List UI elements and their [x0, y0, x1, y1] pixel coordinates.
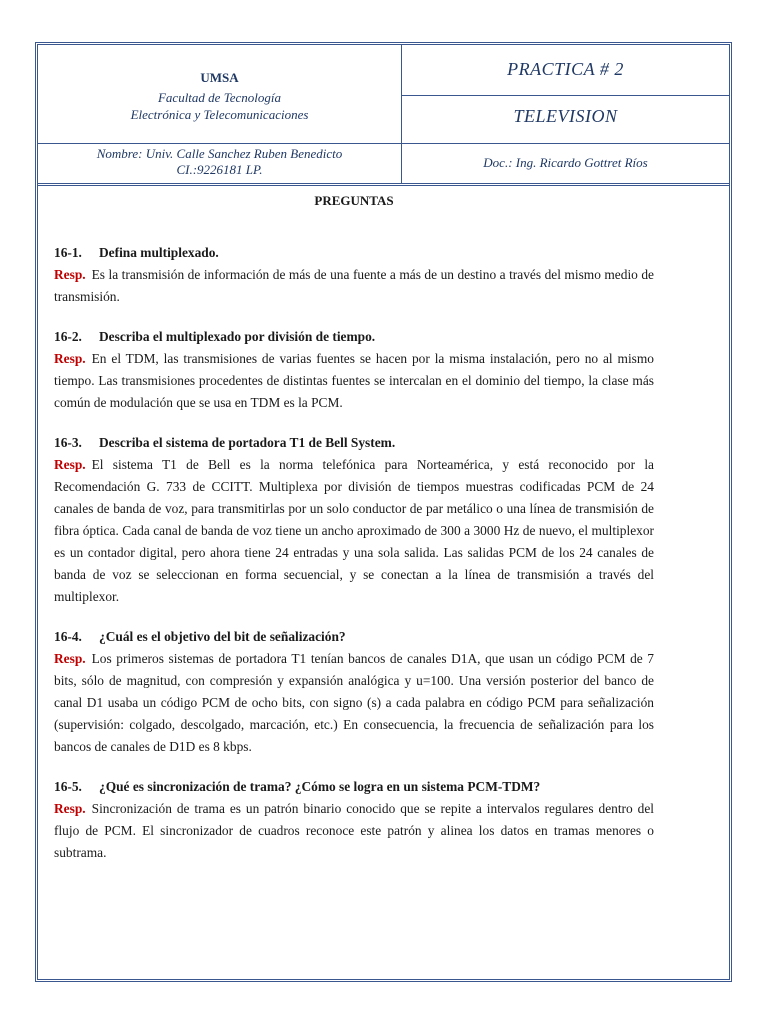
question-text: Describa el multiplexado por división de tiempo. [99, 329, 376, 344]
question-text: ¿Cuál es el objetivo del bit de señalización? [99, 629, 346, 644]
answer-paragraph [54, 798, 654, 864]
answer-paragraph [54, 348, 654, 414]
student-name: Nombre: Univ. Calle Sanchez Ruben Benedicto [96, 146, 343, 161]
institution-name: UMSA [200, 70, 239, 85]
resp-label: Resp. [54, 651, 86, 666]
question-heading [54, 776, 654, 798]
question-number: 16-3. [54, 435, 82, 450]
resp-label: Resp. [54, 351, 86, 366]
faculty-line2: Electrónica y Telecomunicaciones [130, 107, 309, 122]
question-text: Defina multiplexado. [99, 245, 219, 260]
question-heading [54, 242, 654, 264]
answer-text: Es la transmisión de información de más de una fuente a más de un destino a través del mismo medio de transmisión. [54, 267, 654, 304]
student-info [38, 146, 401, 178]
answer-paragraph [54, 264, 654, 308]
header-row-names [38, 143, 729, 184]
header-table [38, 45, 729, 186]
student-ci: CI.:9226181 LP. [176, 162, 263, 177]
teacher-cell [401, 144, 729, 184]
question-text: ¿Qué es sincronización de trama? ¿Cómo se logra en un sistema PCM-TDM? [99, 779, 541, 794]
question-number: 16-2. [54, 329, 82, 344]
question-number: 16-4. [54, 629, 82, 644]
document-body [54, 190, 654, 882]
resp-label: Resp. [54, 267, 86, 282]
header-institution-cell [38, 45, 401, 143]
teacher-name: Doc.: Ing. Ricardo Gottret Ríos [483, 155, 648, 170]
header-practica-cell [401, 45, 729, 96]
section-title: PREGUNTAS [314, 193, 394, 208]
answer-text: El sistema T1 de Bell es la norma telefónica para Norteamérica, y está reconocido por la Recomendación G. 733 de CCITT. Multiplexa por división de tiempos muestras codificadas PCM de 24 canales de banda de voz, para transmitirlas por un solo conductor de par metálico o una línea de transmisión de fibra óptica. Cada canal de banda de voz tiene un ancho aproximado de 300 a 3000 Hz de nuevo, el multiplexor es un contador digital, pero ahora tiene 24 entradas y una sola salida. Las salidas PCM de los 24 canales de banda de voz se seleccionan en forma secuencial, y se conectan a la línea de transmisión a través del multiplexor. [54, 457, 654, 604]
student-cell [38, 144, 401, 184]
question-number: 16-1. [54, 245, 82, 260]
questions-list [54, 242, 654, 864]
header-subject-cell [401, 96, 729, 143]
practica-number: PRACTICA # 2 [507, 59, 624, 79]
question-text: Describa el sistema de portadora T1 de Bell System. [99, 435, 396, 450]
answer-text: Los primeros sistemas de portadora T1 tenían bancos de canales D1A, que usan un código PCM de 7 bits, sólo de magnitud, con compresión y expansión analógica y u=100. Una versión posterior del banco de canal D1 usaba un código PCM de ocho bits, con signo (s) a cada palabra en código PCM para señalización (supervisión: colgado, descolgado, marcación, etc.) En consecuencia, la frecuencia de señalización para los bancos de canales de D1D es 8 kbps. [54, 651, 654, 754]
faculty-line1: Facultad de Tecnología [157, 90, 281, 105]
question-heading [54, 626, 654, 648]
question-heading [54, 432, 654, 454]
answer-paragraph [54, 454, 654, 608]
answer-text: En el TDM, las transmisiones de varias fuentes se hacen por la misma instalación, pero no al mismo tiempo. Las transmisiones procedentes de distintas fuentes se intercalan en el dominio del tiempo, la clase más común de modulación que se usa en TDM es la PCM. [54, 351, 654, 410]
faculty-block [38, 89, 401, 123]
answer-paragraph [54, 648, 654, 758]
question-number: 16-5. [54, 779, 82, 794]
resp-label: Resp. [54, 457, 86, 472]
subject-title: TELEVISION [513, 106, 618, 126]
resp-label: Resp. [54, 801, 86, 816]
answer-text: Sincronización de trama es un patrón binario conocido que se repite a intervalos regulares dentro del flujo de PCM. El sincronizador de cuadros reconoce este patrón y alinea los datos en tramas menores o subtrama. [54, 801, 654, 860]
question-heading [54, 326, 654, 348]
